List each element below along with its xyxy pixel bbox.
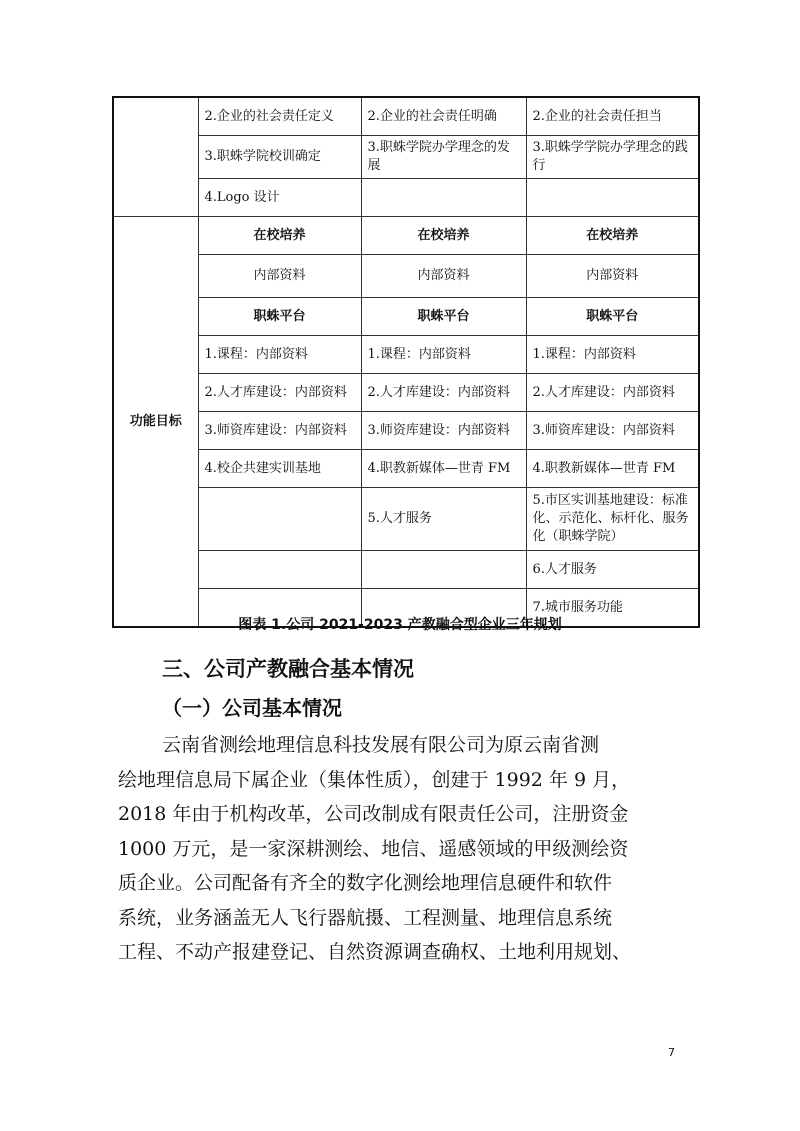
table-row [113,488,699,551]
subsection-heading: （一）公司基本情况 [162,696,342,720]
table-cell [198,488,361,551]
table-row [113,374,699,412]
table-cell: 3.师资库建设：内部资料 [198,412,361,450]
table-header-cell: 职蛛平台 [361,298,526,336]
table-cell: 内部资料 [361,255,526,298]
table-cell-empty [113,97,198,217]
paragraph-line: 1000 万元，是一家深耕测绘、地信、遥感领域的甲级测绘资 [118,837,629,860]
table-cell [361,179,526,217]
table-cell: 2.人才库建设：内部资料 [361,374,526,412]
table-cell: 6.人才服务 [526,551,699,589]
table-cell: 4.Logo 设计 [198,179,361,217]
table-cell [526,179,699,217]
table-cell: 1.课程：内部资料 [198,336,361,374]
table-row [113,179,699,217]
table-header-cell: 职蛛平台 [198,298,361,336]
section-heading: 三、公司产教融合基本情况 [162,657,414,681]
table-row [113,450,699,488]
table-cell: 2.企业的社会责任明确 [361,97,526,136]
table-row [113,336,699,374]
table-header-cell: 在校培养 [526,217,699,255]
table-row [113,217,699,255]
table-cell: 2.人才库建设：内部资料 [198,374,361,412]
paragraph-line: 工程、不动产报建登记、自然资源调查确权、土地利用规划、 [118,941,632,963]
table-row [113,412,699,450]
table-cell: 3.师资库建设：内部资料 [361,412,526,450]
plan-table [112,96,700,628]
page-number: 7 [668,1046,675,1059]
table-row [113,551,699,589]
table-cell: 1.课程：内部资料 [361,336,526,374]
table-header-cell: 在校培养 [361,217,526,255]
table-cell: 5.市区实训基地建设：标准化、示范化、标杆化、服务化（职蛛学院） [526,488,699,551]
table-cell: 4.职教新媒体—世青 FM [361,450,526,488]
body-paragraph [118,728,688,970]
table-cell: 4.职教新媒体—世青 FM [526,450,699,488]
table-cell [198,551,361,589]
paragraph-line: 质企业。公司配备有齐全的数字化测绘地理信息硬件和软件 [118,872,613,894]
table-cell: 3.职蛛学学院办学理念的践行 [526,136,699,179]
table-cell: 2.企业的社会责任定义 [198,97,361,136]
paragraph-line: 系统，业务涵盖无人飞行器航摄、工程测量、地理信息系统 [118,906,613,929]
table-cell: 内部资料 [526,255,699,298]
table-cell: 3.师资库建设：内部资料 [526,412,699,450]
table-row [113,136,699,179]
table-header-cell: 在校培养 [198,217,361,255]
table-cell: 7.城市服务功能 [526,589,699,628]
paragraph-line: 绘地理信息局下属企业（集体性质），创建于 1992 年 9 月， [118,768,631,791]
table-caption: 图表 1.公司 2021-2023 产教融合型企业三年规划 [238,617,562,633]
table-row [113,255,699,298]
table-row [113,97,699,136]
table-cell: 2.人才库建设：内部资料 [526,374,699,412]
table-cell: 3.职蛛学院校训确定 [198,136,361,179]
table-cell [361,551,526,589]
table-header-cell: 职蛛平台 [526,298,699,336]
paragraph-line: 2018 年由于机构改革，公司改制成有限责任公司，注册资金 [118,803,629,825]
paragraph-line: 云南省测绘地理信息科技发展有限公司为原云南省测 [162,734,600,756]
table-cell: 内部资料 [198,255,361,298]
table-cell: 5.人才服务 [361,488,526,551]
table-cell: 1.课程：内部资料 [526,336,699,374]
table-cell: 4.校企共建实训基地 [198,450,361,488]
function-goal-label: 功能目标 [113,217,198,628]
table-row [113,298,699,336]
table-cell: 2.企业的社会责任担当 [526,97,699,136]
table-cell: 3.职蛛学院办学理念的发展 [361,136,526,179]
